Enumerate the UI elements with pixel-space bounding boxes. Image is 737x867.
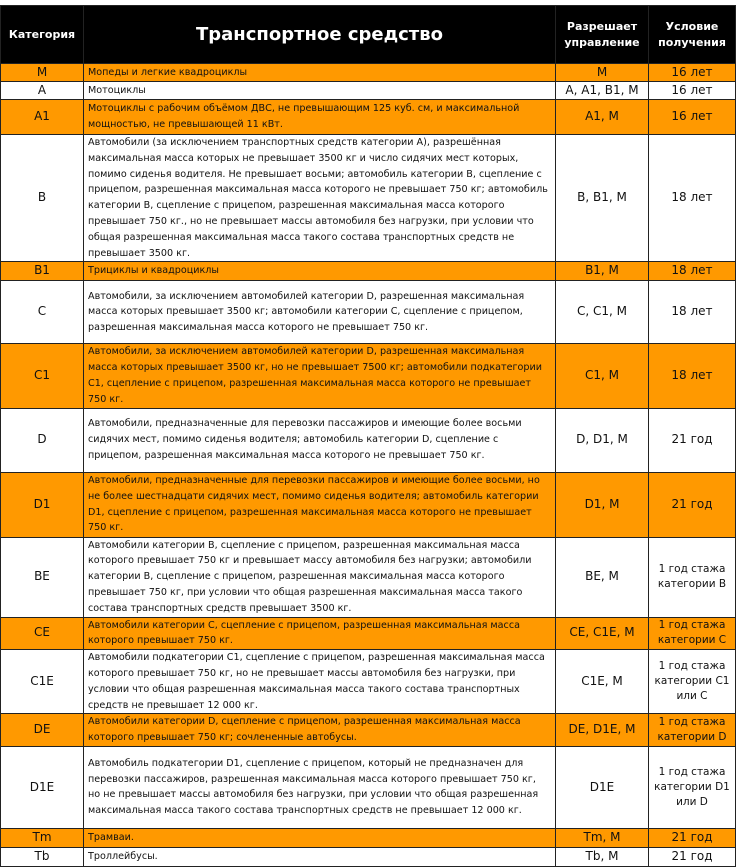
category-cell: CE	[1, 617, 84, 650]
allows-cell: B1, M	[556, 262, 649, 281]
description-cell: Автомобили категории C, сцепление с прицепом, разрешенная максимальная масса которого превышает 750 кг.	[84, 617, 556, 650]
table-row	[1, 262, 736, 281]
condition-cell: 1 год стажа категории B	[649, 537, 736, 617]
condition-cell: 18 лет	[649, 281, 736, 344]
condition-cell: 1 год стажа категории D	[649, 714, 736, 747]
category-cell: B	[1, 135, 84, 262]
allows-cell: Tm, M	[556, 828, 649, 847]
allows-cell: BE, M	[556, 537, 649, 617]
table-row	[1, 344, 736, 408]
condition-cell: 18 лет	[649, 135, 736, 262]
table-row	[1, 281, 736, 344]
header-category: Категория	[1, 6, 84, 64]
table-row	[1, 617, 736, 650]
table-row	[1, 100, 736, 135]
table-row	[1, 746, 736, 828]
header-vehicle: Транспортное средство	[84, 6, 556, 64]
category-cell: Tm	[1, 828, 84, 847]
condition-cell: 21 год	[649, 828, 736, 847]
table-row	[1, 537, 736, 617]
category-cell: C	[1, 281, 84, 344]
category-cell: C1	[1, 344, 84, 408]
allows-cell: C1, M	[556, 344, 649, 408]
description-cell: Мотоциклы с рабочим объёмом ДВС, не превышающим 125 куб. см, и максимальной мощностью, не превышающей 11 кВт.	[84, 100, 556, 135]
description-cell: Мотоциклы	[84, 82, 556, 100]
header-condition: Условие получения	[649, 6, 736, 64]
table-row	[1, 714, 736, 747]
condition-cell: 16 лет	[649, 82, 736, 100]
allows-cell: Tb, M	[556, 847, 649, 866]
description-cell: Трамваи.	[84, 828, 556, 847]
description-cell: Автомобили, за исключением автомобилей категории D, разрешенная максимальная масса которых превышает 3500 кг; автомобили категории C, сцепление с прицепом, разрешенная максимальная масса которого не превышает 750 кг.	[84, 281, 556, 344]
category-cell: A	[1, 82, 84, 100]
license-categories-table-wrap	[0, 5, 735, 867]
condition-cell: 18 лет	[649, 262, 736, 281]
table-row	[1, 135, 736, 262]
allows-cell: D, D1, M	[556, 408, 649, 472]
condition-cell: 1 год стажа категории D1 или D	[649, 746, 736, 828]
table-row	[1, 82, 736, 100]
table-header	[1, 6, 736, 64]
category-cell: Tb	[1, 847, 84, 866]
category-cell: C1E	[1, 650, 84, 714]
header-allows: Разрешает управление	[556, 6, 649, 64]
category-cell: A1	[1, 100, 84, 135]
allows-cell: C, C1, M	[556, 281, 649, 344]
category-cell: B1	[1, 262, 84, 281]
allows-cell: A, A1, B1, M	[556, 82, 649, 100]
category-cell: M	[1, 64, 84, 82]
table-row	[1, 472, 736, 537]
description-cell: Автомобили подкатегории C1, сцепление с прицепом, разрешенная максимальная масса которого превышает 750 кг, но не превышает массы автомобиля без нагрузки, при условии что общая разрешенная максимальная масса такого состава транспортных средств не превышает 12 000 кг.	[84, 650, 556, 714]
condition-cell: 18 лет	[649, 344, 736, 408]
allows-cell: M	[556, 64, 649, 82]
allows-cell: B, B1, M	[556, 135, 649, 262]
description-cell: Мопеды и легкие квадроциклы	[84, 64, 556, 82]
description-cell: Автомобили категории B, сцепление с прицепом, разрешенная максимальная масса которого превышает 750 кг и превышает массу автомобиля без нагрузки; автомобили категории B, сцепление с прицепом, разрешенная максимальная масса которого превышает 750 кг, при условии что общая разрешенная максимальная масса такого состава транспортных средств превышает 3500 кг.	[84, 537, 556, 617]
condition-cell: 21 год	[649, 847, 736, 866]
category-cell: D	[1, 408, 84, 472]
category-cell: D1E	[1, 746, 84, 828]
description-cell: Трициклы и квадроциклы	[84, 262, 556, 281]
description-cell: Автомобили (за исключением транспортных средств категории A), разрешённая максимальная масса которых не превышает 3500 кг и число сидячих мест которых, помимо сиденья водителя. Не превышает восьми; автомобиль категории B, сцепление с прицепом, разрешенная максимальная масса которого не превышает 750 кг; автомобиль категории B, сцепление с прицепом, разрешенная максимальная масса которого превышает 750 кг., но не превышает массы автомобиля без нагрузки, при условии что общая разрешенная максимальная масса такого состава транспортных средств не превышает 3500 кг.	[84, 135, 556, 262]
condition-cell: 21 год	[649, 408, 736, 472]
description-cell: Автомобили, предназначенные для перевозки пассажиров и имеющие более восьми сидячих мест, помимо сиденья водителя; автомобиль категории D, сцепление с прицепом, разрешенная максимальная масса которого не превышает 750 кг.	[84, 408, 556, 472]
category-cell: D1	[1, 472, 84, 537]
category-cell: DE	[1, 714, 84, 747]
description-cell: Автомобили, предназначенные для перевозки пассажиров и имеющие более восьми, но не более шестнадцати сидячих мест, помимо сиденья водителя; автомобиль категории D1, сцепление с прицепом, разрешенная максимальная масса которого не превышает 750 кг.	[84, 472, 556, 537]
allows-cell: C1E, M	[556, 650, 649, 714]
allows-cell: A1, M	[556, 100, 649, 135]
allows-cell: CE, C1E, M	[556, 617, 649, 650]
description-cell: Троллейбусы.	[84, 847, 556, 866]
table-row	[1, 650, 736, 714]
allows-cell: D1, M	[556, 472, 649, 537]
license-categories-table	[0, 5, 736, 867]
table-row	[1, 64, 736, 82]
table-row	[1, 408, 736, 472]
table-row	[1, 828, 736, 847]
condition-cell: 16 лет	[649, 100, 736, 135]
condition-cell: 1 год стажа категории C1 или C	[649, 650, 736, 714]
allows-cell: D1E	[556, 746, 649, 828]
description-cell: Автомобили категории D, сцепление с прицепом, разрешенная максимальная масса которого превышает 750 кг; сочлененные автобусы.	[84, 714, 556, 747]
description-cell: Автомобиль подкатегории D1, сцепление с прицепом, который не предназначен для перевозки пассажиров, разрешенная максимальная масса которого превышает 750 кг, но не превышает массы автомобиля без нагрузки, при условии что общая разрешенная максимальная масса такого состава транспортных средств не превышает 12 000 кг.	[84, 746, 556, 828]
condition-cell: 16 лет	[649, 64, 736, 82]
condition-cell: 1 год стажа категории C	[649, 617, 736, 650]
description-cell: Автомобили, за исключением автомобилей категории D, разрешенная максимальная масса которых превышает 3500 кг, но не превышает 7500 кг; автомобили подкатегории C1, сцепление с прицепом, разрешенная максимальная масса которого не превышает 750 кг.	[84, 344, 556, 408]
category-cell: BE	[1, 537, 84, 617]
allows-cell: DE, D1E, M	[556, 714, 649, 747]
condition-cell: 21 год	[649, 472, 736, 537]
